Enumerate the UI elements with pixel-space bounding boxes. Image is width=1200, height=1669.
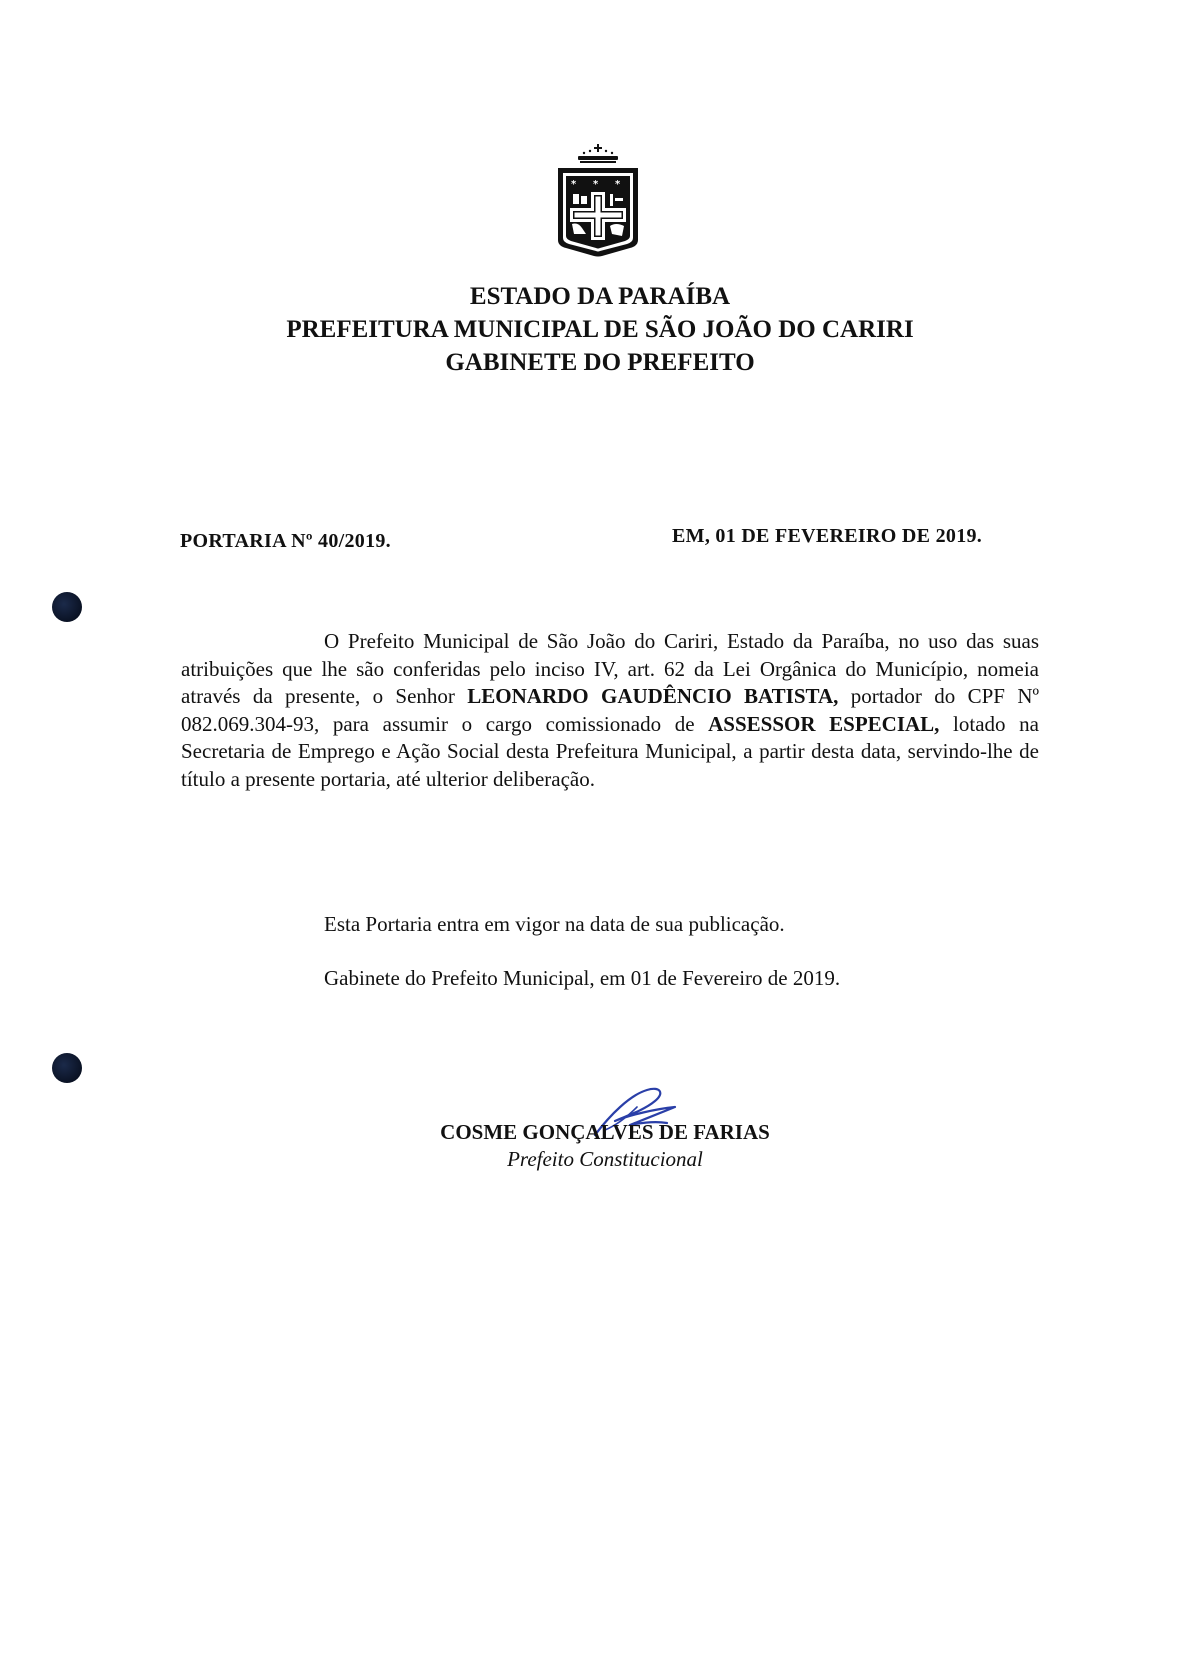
punch-hole-icon (52, 1053, 82, 1083)
portaria-number: PORTARIA Nº 40/2019. (180, 530, 391, 552)
signatory-name: COSME GONÇALVES DE FARIAS (440, 1120, 770, 1144)
municipal-coat-of-arms-icon (554, 144, 642, 258)
svg-text:*: * (615, 179, 621, 190)
portaria-date: EM, 01 DE FEVEREIRO DE 2019. (672, 525, 983, 547)
gabinete-paragraph: Gabinete do Prefeito Municipal, em 01 de Fevereiro de 2019. (324, 966, 841, 990)
appointee-role: ASSESSOR ESPECIAL, (708, 711, 940, 736)
body-text-part2: portador do CPF Nº 082.069.304-93, para assumir o cargo comissionado de (181, 684, 1039, 736)
svg-text:*: * (571, 179, 577, 190)
svg-text:*: * (593, 179, 599, 190)
punch-hole-icon (52, 592, 82, 622)
body-paragraph (181, 628, 1039, 794)
header-gabinete: GABINETE DO PREFEITO (445, 349, 755, 376)
header-state: ESTADO DA PARAÍBA (469, 283, 731, 310)
body-text-part3: lotado na Secretaria de Emprego e Ação Social desta Prefeitura Municipal, a partir desta data, servindo-lhe de título a presente portaria, até ulterior deliberação. (181, 711, 1039, 791)
appointee-name: LEONARDO GAUDÊNCIO BATISTA, (467, 684, 839, 709)
vigor-paragraph: Esta Portaria entra em vigor na data de sua publicação. (324, 912, 785, 936)
header-prefeitura: PREFEITURA MUNICIPAL DE SÃO JOÃO DO CARIRI (286, 316, 914, 343)
signatory-title: Prefeito Constitucional (507, 1147, 703, 1171)
body-text-part1: O Prefeito Municipal de São João do Cariri, Estado da Paraíba, no uso das suas atribuições que lhe são conferidas pelo inciso IV, art. 62 da Lei Orgânica do Município, nomeia através da presente, o Senhor (181, 629, 1039, 709)
